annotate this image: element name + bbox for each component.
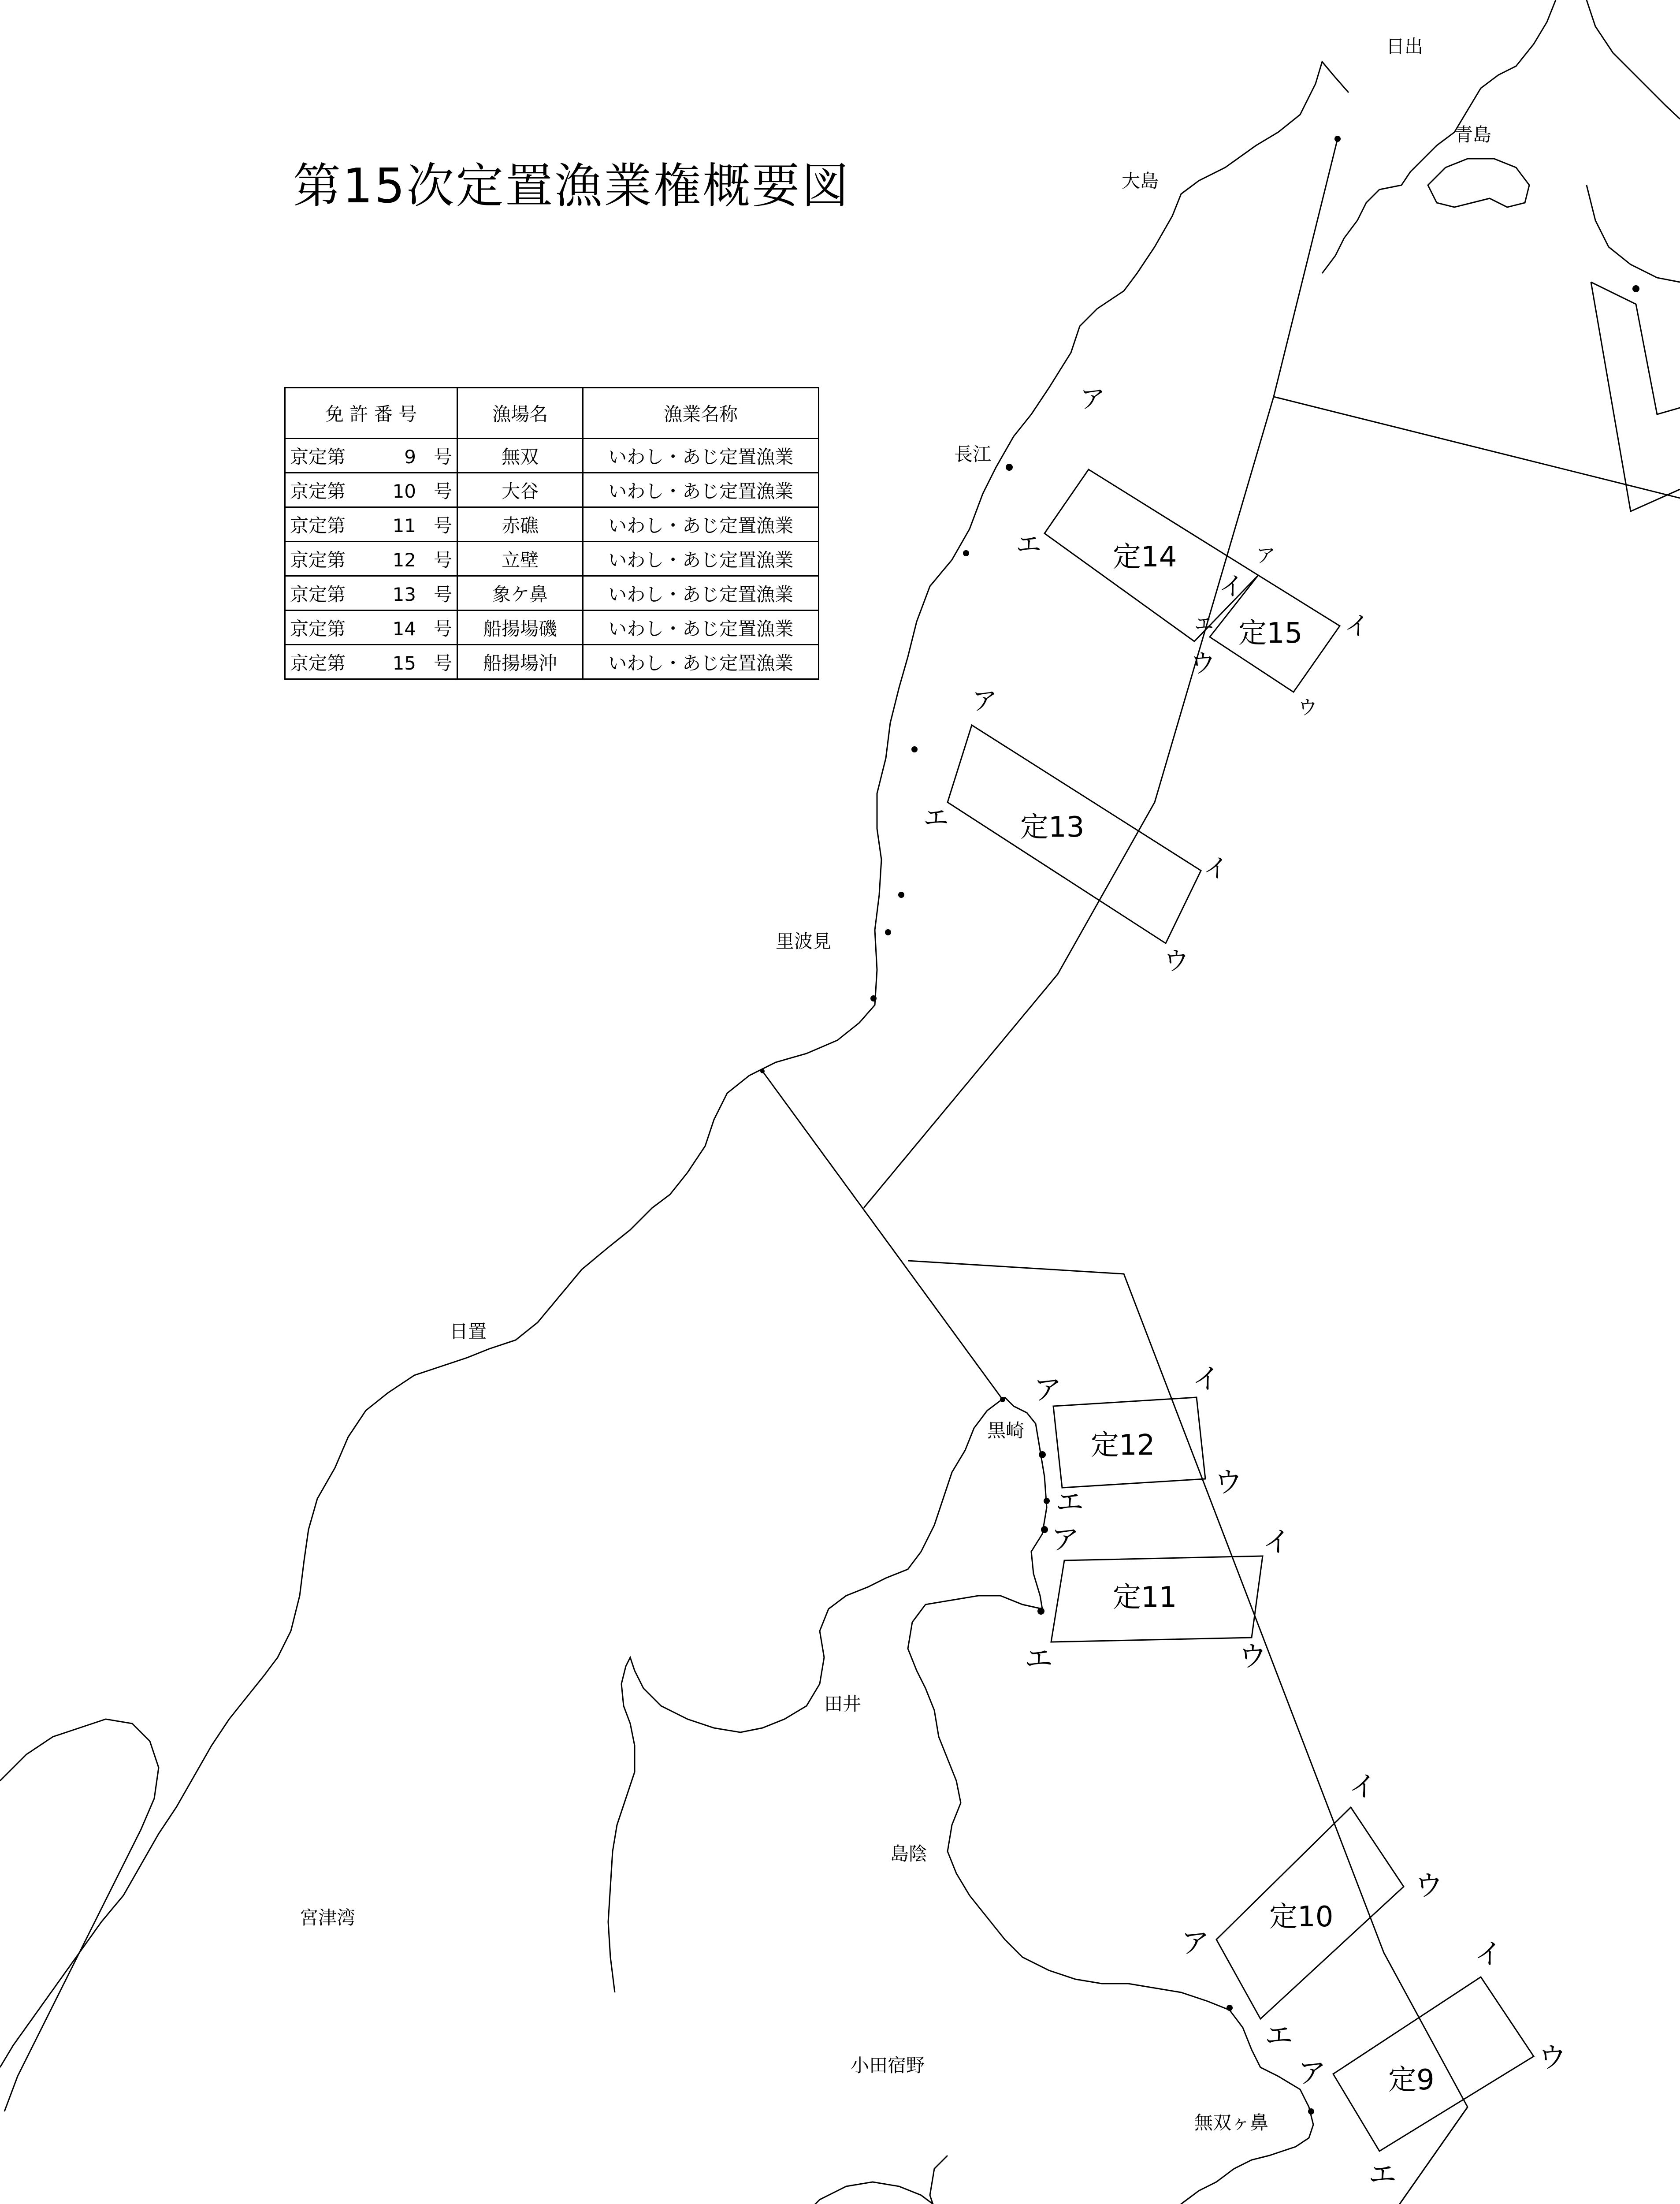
place-label-hioki: 日置 — [450, 1321, 487, 1342]
table-row — [285, 439, 819, 473]
license-table — [284, 387, 819, 680]
coastline-northeast — [1322, 0, 1556, 273]
fishery-name-cell: いわし・あじ定置漁業 — [583, 576, 819, 611]
place-label-miyazu-bay: 宮津湾 — [300, 1907, 356, 1928]
fishery-name-cell: いわし・あじ定置漁業 — [583, 611, 819, 645]
marker-dot — [963, 550, 969, 556]
table-row — [285, 473, 819, 507]
coastline-south-2 — [930, 2156, 1137, 2204]
license-number-cell — [285, 507, 457, 542]
table-row — [285, 611, 819, 645]
place-label-oshima: 大島 — [1122, 170, 1159, 192]
header-fishing-ground: 漁場名 — [457, 388, 583, 439]
table-row — [285, 576, 819, 611]
corner-label-i: イ — [1263, 1526, 1291, 1559]
marker-dot — [885, 929, 891, 935]
license-table-header-row — [285, 388, 819, 439]
corner-label-u: ウ — [1190, 648, 1216, 678]
place-label-aoshima: 青島 — [1454, 124, 1492, 145]
zone-label-15: 定15 — [1238, 617, 1303, 650]
fishing-ground-cell: 無双 — [457, 439, 583, 473]
corner-label-u: ウ — [1538, 2042, 1566, 2074]
coastline-east-peninsula — [908, 1397, 1313, 2204]
license-no: 13 — [392, 583, 416, 605]
marker-dot — [1037, 1608, 1044, 1615]
marker-dot — [898, 892, 904, 898]
corner-label-a: ア — [1033, 1374, 1062, 1407]
corner-label-a: ア — [1051, 1524, 1079, 1556]
fishery-name-cell: いわし・あじ定置漁業 — [583, 507, 819, 542]
license-suffix: 号 — [434, 583, 453, 605]
coastline-west — [0, 1719, 159, 2111]
corner-label-i: イ — [1192, 1363, 1220, 1396]
license-no: 15 — [392, 652, 416, 674]
map-title: 第15次定置漁業権概要図 — [293, 159, 851, 214]
corner-label-i: イ — [1219, 571, 1245, 601]
license-prefix: 京定第 — [290, 549, 346, 571]
boundary-south-line — [908, 1261, 1468, 2204]
table-row — [285, 645, 819, 679]
coastline-northeast-2 — [1587, 0, 1680, 119]
zone-label-14: 定14 — [1113, 541, 1177, 573]
corner-label-u: ウ — [1163, 946, 1189, 976]
place-label-satonami: 里波見 — [776, 931, 832, 952]
corner-label-a: ア — [972, 686, 998, 716]
license-prefix: 京定第 — [290, 618, 346, 640]
boundary-northeast-wedge — [1591, 282, 1680, 511]
place-label-kurosaki: 黒崎 — [987, 1420, 1025, 1441]
island-aoshima — [1428, 159, 1529, 207]
zone-label-13: 定13 — [1020, 811, 1085, 844]
corner-label-u: ウ — [1415, 1870, 1443, 1902]
zone-label-9: 定9 — [1388, 2064, 1435, 2096]
place-label-musogahana: 無双ヶ鼻 — [1194, 2112, 1269, 2133]
corner-label-e: エ — [1368, 2159, 1397, 2191]
license-suffix: 号 — [434, 549, 453, 571]
license-prefix: 京定第 — [290, 480, 346, 502]
marker-dot — [1000, 1397, 1005, 1402]
corner-label-e: エ — [1194, 613, 1214, 635]
marker-dot — [870, 995, 877, 1001]
marker-dot — [1308, 2108, 1314, 2115]
corner-label-e: エ — [923, 803, 949, 833]
license-prefix: 京定第 — [290, 514, 346, 536]
license-suffix: 号 — [434, 514, 453, 536]
place-label-odasukuno: 小田宿野 — [851, 2055, 925, 2076]
place-label-shimakage: 島陰 — [890, 1843, 928, 1865]
license-no: 14 — [392, 618, 416, 640]
license-number-cell — [285, 439, 457, 473]
fishery-name-cell: いわし・あじ定置漁業 — [583, 439, 819, 473]
table-row — [285, 542, 819, 576]
license-prefix: 京定第 — [290, 446, 346, 468]
license-no: 9 — [404, 446, 416, 468]
coastline-south — [758, 2182, 978, 2204]
license-no: 12 — [392, 549, 416, 571]
place-label-nagae: 長江 — [954, 443, 992, 465]
table-row — [285, 507, 819, 542]
license-suffix: 号 — [434, 446, 453, 468]
marker-dot — [1044, 1498, 1050, 1504]
license-suffix: 号 — [434, 652, 453, 674]
coastline-inner-bay — [608, 1397, 1005, 1992]
license-prefix: 京定第 — [290, 583, 346, 605]
fishing-ground-cell: 赤礁 — [457, 507, 583, 542]
corner-label-a: ア — [1298, 2057, 1326, 2090]
license-number-cell — [285, 542, 457, 576]
corner-label-a: ア — [1256, 544, 1275, 567]
corner-label-i: イ — [1474, 1938, 1502, 1971]
corner-label-e: エ — [1016, 529, 1042, 559]
zone-label-12: 定12 — [1091, 1429, 1155, 1462]
license-number-cell — [285, 645, 457, 679]
license-prefix: 京定第 — [290, 652, 346, 674]
boundary-north-line — [864, 139, 1338, 1208]
marker-dot — [1006, 464, 1013, 471]
corner-label-u: ウ — [1214, 1467, 1242, 1499]
fishing-ground-cell: 立壁 — [457, 542, 583, 576]
corner-label-u: ウ — [1238, 1641, 1267, 1673]
fishing-ground-cell: 船揚場沖 — [457, 645, 583, 679]
marker-dot — [1632, 285, 1639, 292]
marker-dot — [1227, 2005, 1233, 2011]
boundary-northeast-wedge-2 — [1591, 282, 1680, 414]
license-suffix: 号 — [434, 480, 453, 502]
corner-label-e: エ — [1056, 1486, 1084, 1519]
corner-label-i: イ — [1344, 611, 1370, 641]
license-number-cell — [285, 576, 457, 611]
marker-dot — [1041, 1526, 1048, 1533]
marker-dot — [911, 746, 918, 752]
license-no: 10 — [392, 480, 416, 502]
zone-label-11: 定11 — [1113, 1581, 1177, 1614]
place-label-hinode: 日出 — [1386, 36, 1424, 57]
corner-label-i: イ — [1349, 1771, 1377, 1803]
corner-label-e: エ — [1265, 2020, 1293, 2052]
header-license-number: 免 許 番 号 — [285, 388, 457, 439]
license-number-cell — [285, 611, 457, 645]
marker-dot — [1334, 136, 1341, 142]
corner-label-a: ア — [1080, 384, 1106, 414]
coastline-east-edge — [1587, 185, 1680, 282]
header-fishery-name: 漁業名称 — [583, 388, 819, 439]
coastline-main — [0, 62, 1349, 2067]
license-no: 11 — [392, 514, 416, 536]
corner-label-e: エ — [1025, 1643, 1053, 1675]
fishing-ground-cell: 大谷 — [457, 473, 583, 507]
fishing-ground-cell: 船揚場磯 — [457, 611, 583, 645]
fishery-name-cell: いわし・あじ定置漁業 — [583, 473, 819, 507]
place-label-tai: 田井 — [824, 1693, 862, 1715]
fishery-name-cell: いわし・あじ定置漁業 — [583, 542, 819, 576]
license-suffix: 号 — [434, 618, 453, 640]
boundary-diagonal-line — [762, 1071, 1003, 1400]
fishery-name-cell: いわし・あじ定置漁業 — [583, 645, 819, 679]
corner-label-a: ア — [1181, 1927, 1209, 1960]
zone-label-10: 定10 — [1269, 1901, 1334, 1933]
corner-label-u: ウ — [1298, 696, 1317, 719]
marker-dot — [760, 1069, 765, 1073]
license-number-cell — [285, 473, 457, 507]
marker-dot — [1039, 1451, 1046, 1458]
fishing-ground-cell: 象ケ鼻 — [457, 576, 583, 611]
corner-label-i: イ — [1203, 853, 1229, 883]
